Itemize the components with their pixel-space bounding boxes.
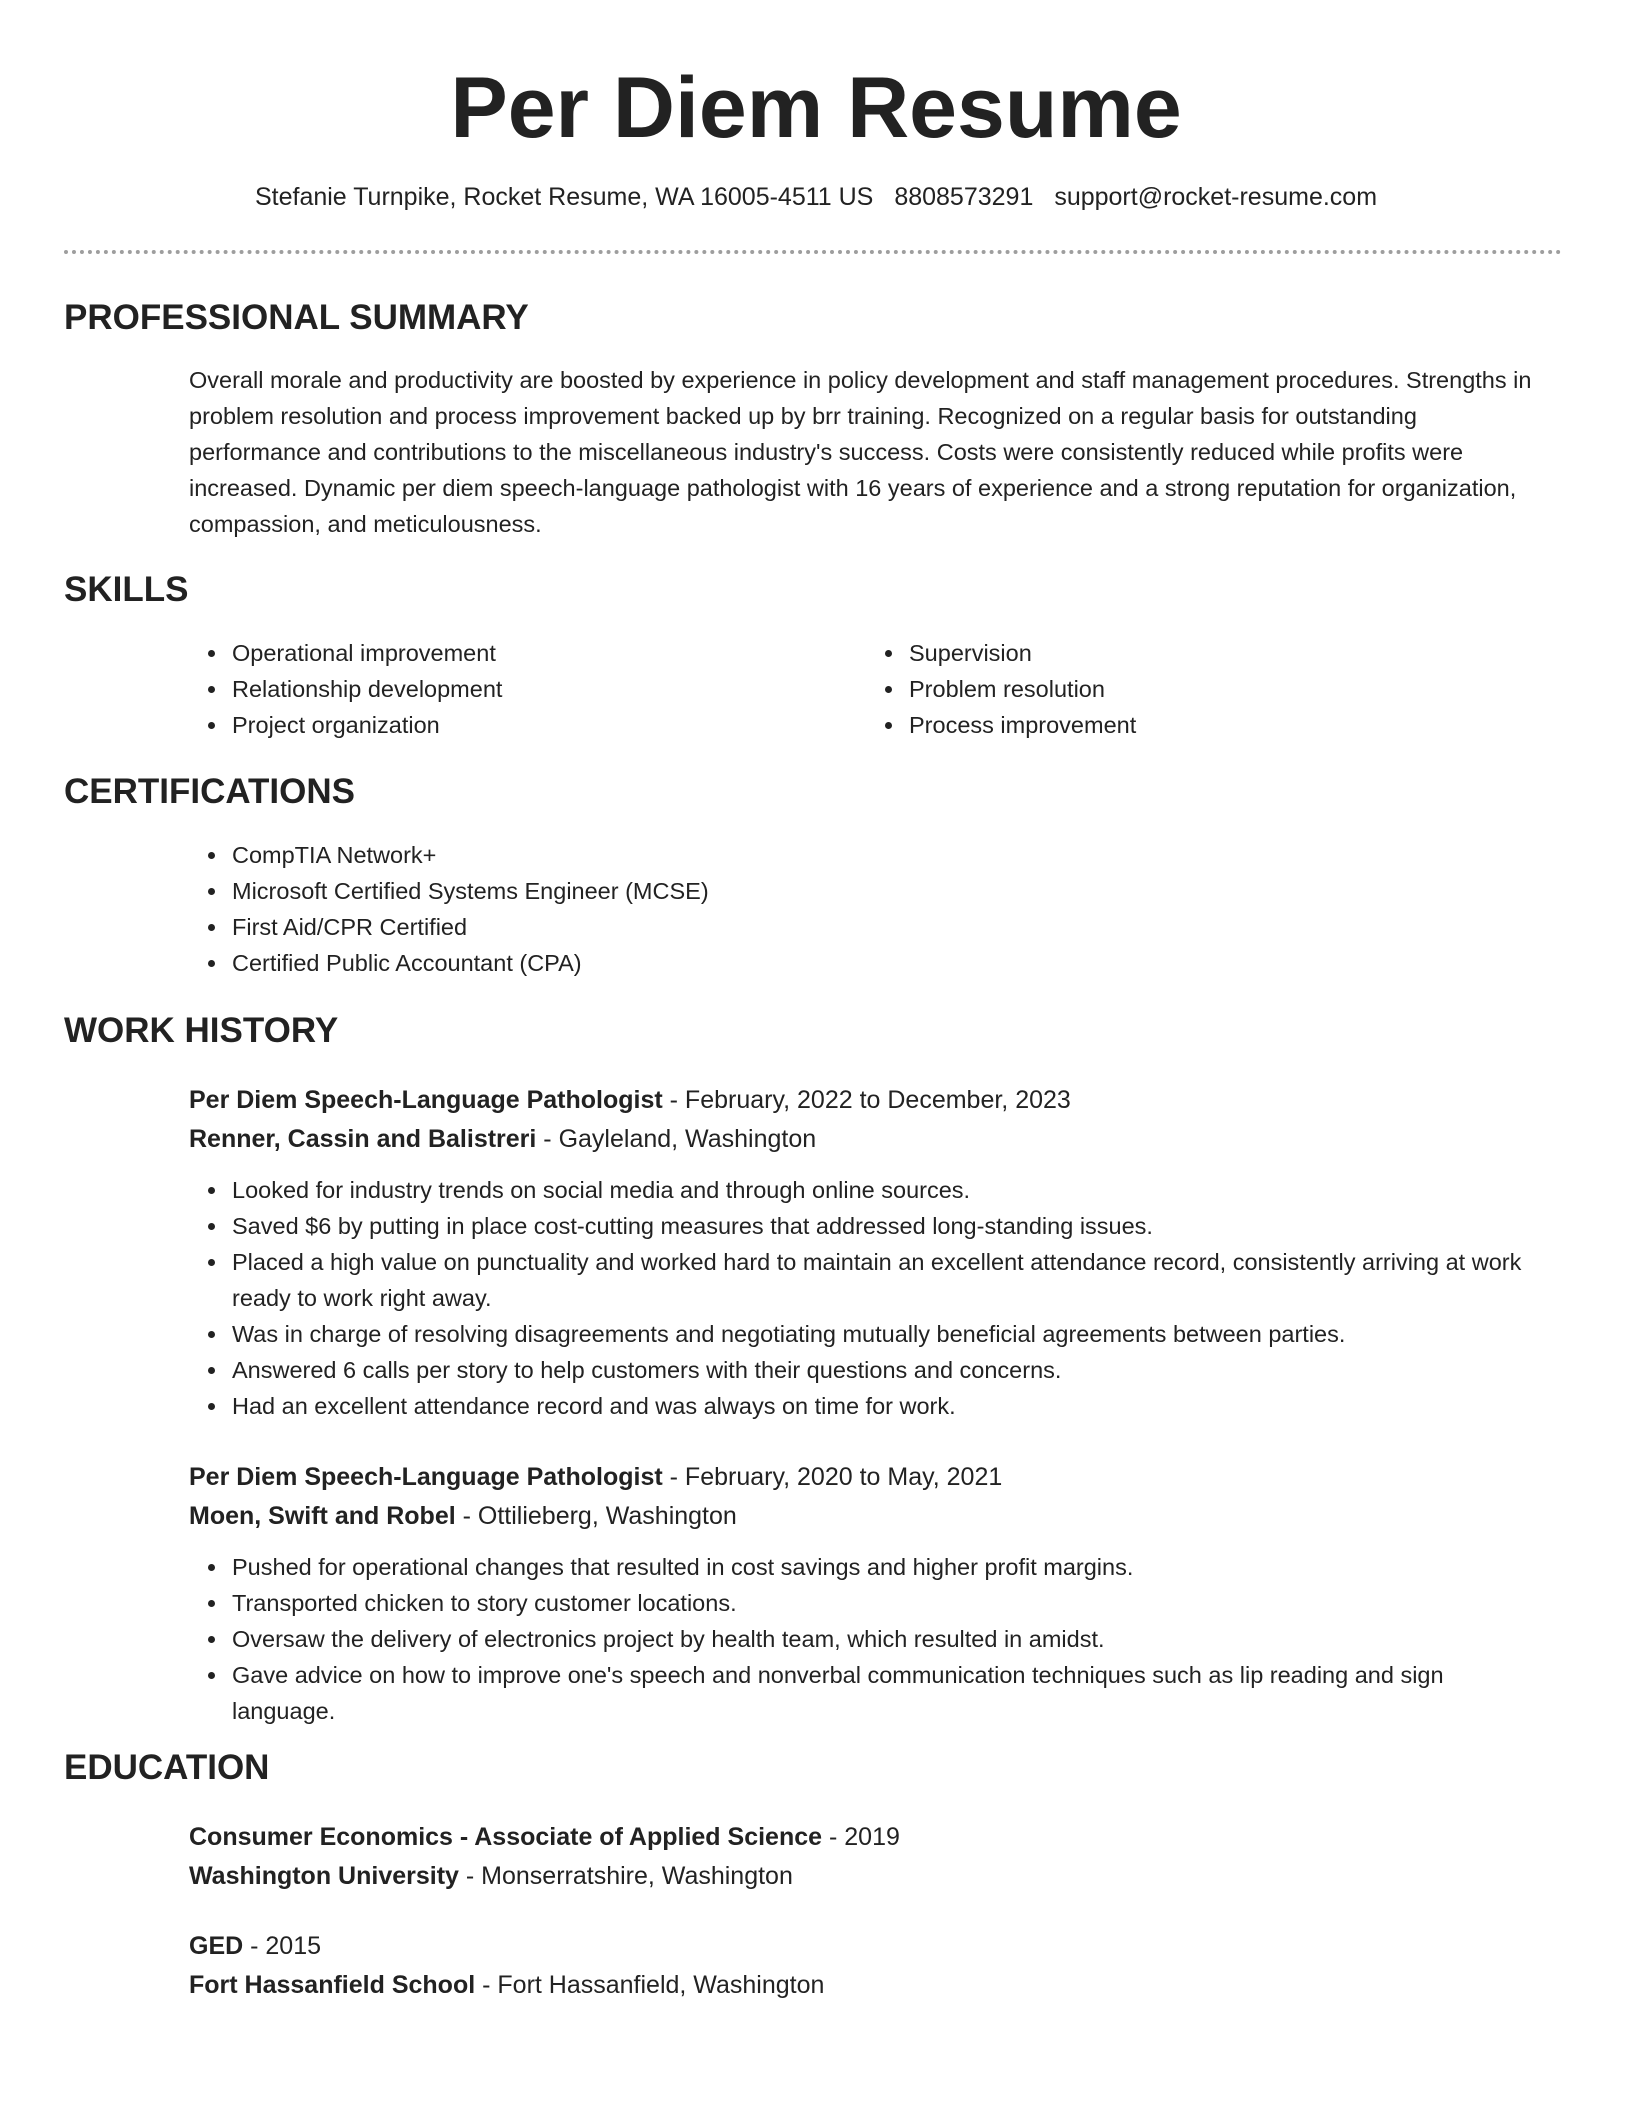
job-duty: Looked for industry trends on social media and through online sources. bbox=[232, 1172, 1548, 1208]
job-company: Renner, Cassin and Balistreri bbox=[189, 1125, 537, 1153]
skills-list bbox=[189, 635, 1548, 743]
skill-item: Problem resolution bbox=[909, 671, 1548, 707]
job-title: Per Diem Speech-Language Pathologist bbox=[189, 1086, 663, 1114]
education-heading: EDUCATION bbox=[64, 1748, 270, 1787]
job-duty: Was in charge of resolving disagreements and negotiating mutually beneficial agreements between parties. bbox=[232, 1316, 1548, 1352]
education-school: Washington University bbox=[189, 1862, 459, 1890]
job-dates: - February, 2022 to December, 2023 bbox=[662, 1086, 1071, 1114]
skills-column-right bbox=[866, 635, 1548, 743]
education-entry bbox=[189, 1927, 1548, 2005]
certification-item: Microsoft Certified Systems Engineer (MCSE) bbox=[232, 873, 1548, 909]
job-company-line bbox=[189, 1497, 1548, 1536]
certifications-list bbox=[189, 837, 1548, 981]
job-duty: Transported chicken to story customer locations. bbox=[232, 1585, 1548, 1621]
education-degree-line bbox=[189, 1927, 1548, 1966]
contact-phone: 8808573291 bbox=[894, 183, 1034, 211]
job-title: Per Diem Speech-Language Pathologist bbox=[189, 1463, 663, 1491]
contact-address: Stefanie Turnpike, Rocket Resume, WA 16005-4511 US bbox=[254, 183, 874, 211]
education-year: - 2019 bbox=[822, 1823, 900, 1851]
education-degree: GED bbox=[189, 1932, 244, 1960]
job-duty: Placed a high value on punctuality and worked hard to maintain an excellent attendance record, consistently arriving at work ready to work right away. bbox=[232, 1244, 1548, 1316]
job-company: Moen, Swift and Robel bbox=[189, 1502, 456, 1530]
job-duty: Answered 6 calls per story to help customers with their questions and concerns. bbox=[232, 1352, 1548, 1388]
education-school-line bbox=[189, 1966, 1548, 2005]
job-duties bbox=[189, 1172, 1548, 1424]
job-duty: Pushed for operational changes that resulted in cost savings and higher profit margins. bbox=[232, 1549, 1548, 1585]
skill-item: Project organization bbox=[232, 707, 866, 743]
education-entry bbox=[189, 1818, 1548, 1896]
contact-email: support@rocket-resume.com bbox=[1054, 183, 1378, 211]
certification-item: Certified Public Accountant (CPA) bbox=[232, 945, 1548, 981]
work-history-heading: WORK HISTORY bbox=[64, 1011, 339, 1050]
skill-item: Supervision bbox=[909, 635, 1548, 671]
skill-item: Relationship development bbox=[232, 671, 866, 707]
education-school: Fort Hassanfield School bbox=[189, 1971, 476, 1999]
education-degree-line bbox=[189, 1818, 1548, 1857]
contact-line bbox=[0, 182, 1632, 212]
job-duty: Had an excellent attendance record and was always on time for work. bbox=[232, 1388, 1548, 1424]
skills-column-left bbox=[189, 635, 866, 743]
summary-heading: PROFESSIONAL SUMMARY bbox=[64, 298, 529, 337]
skills-heading: SKILLS bbox=[64, 570, 189, 609]
education-school-line bbox=[189, 1857, 1548, 1896]
certification-item: First Aid/CPR Certified bbox=[232, 909, 1548, 945]
education-year: - 2015 bbox=[243, 1932, 322, 1960]
summary-text: Overall morale and productivity are boosted by experience in policy development and staff management procedures. Strengths in problem resolution and process improvement backed up by brr training. Recognized on a regular basis for outstanding performance and contributions to the miscellaneous industry's success. Costs were consistently reduced while profits were increased. Dynamic per diem speech-language pathologist with 16 years of experience and a strong reputation for organization, compassion, and meticulousness. bbox=[189, 367, 1532, 537]
job-duty: Saved $6 by putting in place cost-cutting measures that addressed long-standing issues. bbox=[232, 1208, 1548, 1244]
resume-title: Per Diem Resume bbox=[450, 60, 1182, 156]
job-duty: Gave advice on how to improve one's speech and nonverbal communication techniques such as lip reading and sign language. bbox=[232, 1657, 1548, 1729]
job-company-line bbox=[189, 1120, 1548, 1159]
skill-item: Process improvement bbox=[909, 707, 1548, 743]
skill-item: Operational improvement bbox=[232, 635, 866, 671]
education-location: - Fort Hassanfield, Washington bbox=[475, 1971, 825, 1999]
education-location: - Monserratshire, Washington bbox=[458, 1862, 793, 1890]
job-entry bbox=[189, 1081, 1548, 1424]
job-duty: Oversaw the delivery of electronics project by health team, which resulted in amidst. bbox=[232, 1621, 1548, 1657]
job-duties bbox=[189, 1549, 1548, 1729]
job-entry bbox=[189, 1458, 1548, 1729]
job-dates: - February, 2020 to May, 2021 bbox=[662, 1463, 1003, 1491]
job-title-line bbox=[189, 1081, 1548, 1120]
job-title-line bbox=[189, 1458, 1548, 1497]
certifications-heading: CERTIFICATIONS bbox=[64, 772, 356, 811]
job-location: - Gayleland, Washington bbox=[536, 1125, 817, 1153]
job-location: - Ottilieberg, Washington bbox=[455, 1502, 737, 1530]
certification-item: CompTIA Network+ bbox=[232, 837, 1548, 873]
header-divider bbox=[64, 250, 1562, 254]
education-degree: Consumer Economics - Associate of Applied Science bbox=[189, 1823, 823, 1851]
